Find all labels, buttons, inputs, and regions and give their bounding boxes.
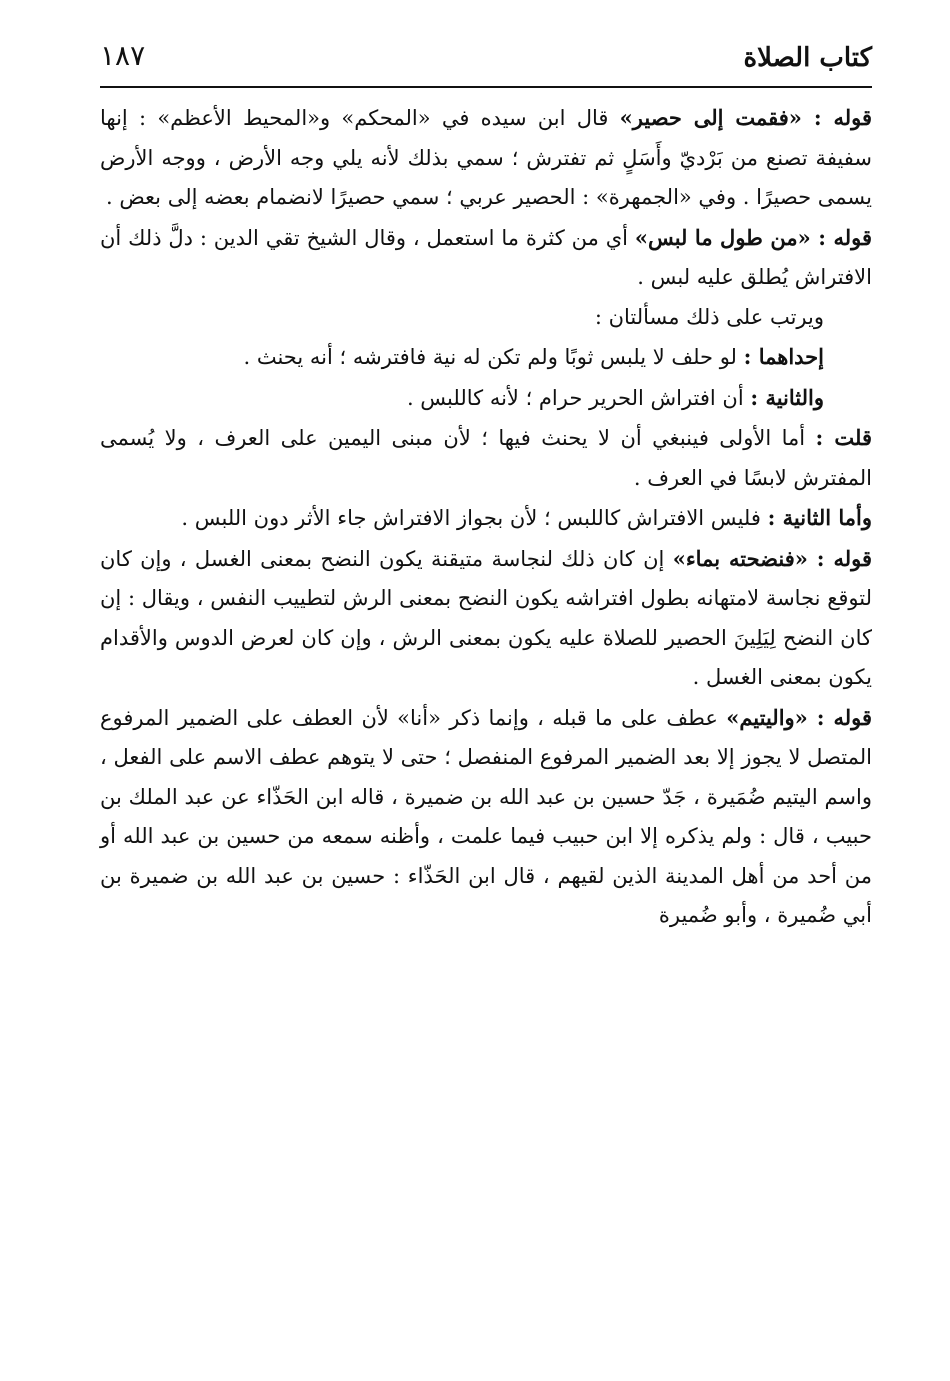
paragraph-text: قال ابن سيده في «المحكم» و«المحيط الأعظم» : إنها سفيفة تصنع من بَرْديّ وأَسَلٍ ثم تفترش ؛ سمي بذلك لأنه يلي وجه الأرض ، ووجه الأرض يسمى حصيرًا . وفي «الجمهرة» : الحصير عربي ؛ سمي حصيرًا لانضمام بعضه إلى بعض . <box>100 106 872 209</box>
header-divider <box>100 86 872 88</box>
running-header <box>100 30 872 86</box>
paragraph-lead: وأما الثانية : <box>767 505 872 530</box>
page-number: ١٨٧ <box>100 39 146 72</box>
paragraph-text: أي من كثرة ما استعمل ، وقال الشيخ تقي الدين : دلَّ ذلك أن الافتراش يُطلق عليه لبس . <box>100 225 872 289</box>
paragraph <box>100 337 872 378</box>
paragraph-text: ويرتب على ذلك مسألتان : <box>594 304 824 329</box>
paragraph <box>100 418 872 498</box>
paragraph-lead: قلت : <box>815 425 872 450</box>
paragraph-text: فليس الافتراش كاللبس ؛ لأن بجواز الافتراش جاء الأثر دون اللبس . <box>181 506 768 530</box>
paragraph <box>100 98 872 218</box>
paragraph-text: عطف على ما قبله ، وإنما ذكر «أنا» لأن العطف على الضمير المرفوع المتصل لا يجوز إلا بعد الضمير المرفوع المنفصل ؛ حتى لا يتوهم عطف الاسم على الفعل ، واسم اليتيم ضُمَيرة ، جَدّ حسين بن عبد الله بن ضميرة ، قاله ابن الحَذّاء عن عبد الملك بن حبيب ، قال : ولم يذكره إلا ابن حبيب فيما علمت ، وأظنه سمعه من حسين بن عبد الله أو من أحد من أهل المدينة الذين لقيهم ، قال ابن الحَذّاء : حسين بن عبد الله بن ضميرة بن أبي ضُميرة ، وأبو ضُميرة <box>100 705 872 927</box>
paragraph-text: أن افتراش الحرير حرام ؛ لأنه كاللبس . <box>406 385 751 410</box>
paragraph-lead: قوله : «واليتيم» <box>726 704 872 730</box>
paragraph-text: لو حلف لا يلبس ثوبًا ولم تكن له نية فافترشه ؛ أنه يحنث . <box>243 345 744 369</box>
paragraph-text: إن كان ذلك لنجاسة متيقنة يكون النضح بمعنى الغسل ، وإن كان لتوقع نجاسة لامتهانه بطول افتراشه يكون النضح بمعنى الرش لتطييب النفس ، ويقال : إن كان النضح لِيَلِينَ الحصير للصلاة عليه يكون بمعنى الرش ، وإن كان لعرض الدوس والأقدام يكون بمعنى الغسل . <box>100 546 872 689</box>
paragraph-lead: والثانية : <box>750 384 824 410</box>
paragraph <box>100 378 872 419</box>
paragraph <box>100 298 872 338</box>
paragraph-lead: إحداهما : <box>743 344 824 369</box>
body-text <box>100 98 872 936</box>
chapter-title: كتاب الصلاة <box>743 43 872 73</box>
paragraph-lead: قوله : «من طول ما لبس» <box>634 224 872 250</box>
paragraph <box>100 218 872 298</box>
paragraph <box>100 539 872 698</box>
paragraph-text: أما الأولى فينبغي أن لا يحنث فيها ؛ لأن مبنى اليمين على العرف ، ولا يُسمى المفترش لابسًا في العرف . <box>100 426 872 490</box>
paragraph-lead: قوله : «فقمت إلى حصير» <box>619 105 872 130</box>
paragraph <box>100 498 872 539</box>
paragraph <box>100 698 872 936</box>
paragraph-lead: قوله : «فنضحته بماء» <box>672 545 873 571</box>
book-page <box>100 30 873 927</box>
